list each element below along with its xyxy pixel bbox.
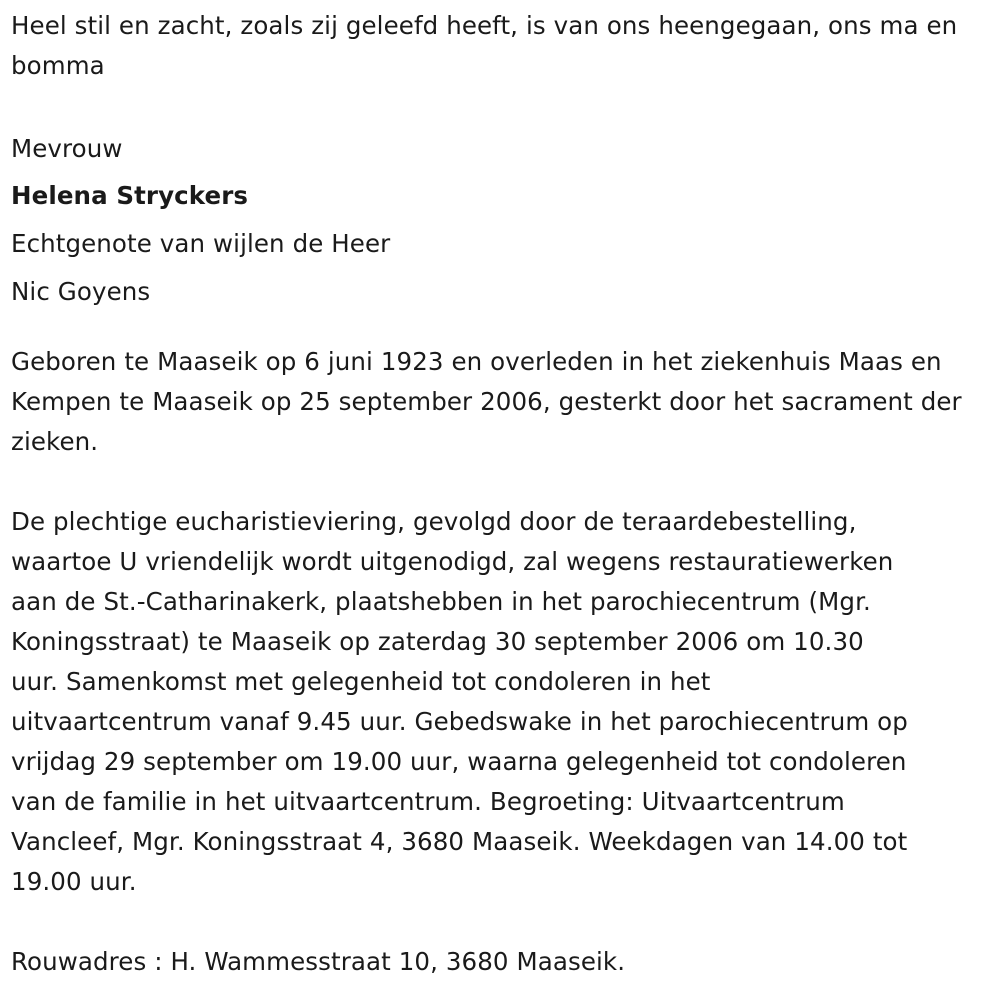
birth-death-paragraph: Geboren te Maaseik op 6 juni 1923 en overleden in het ziekenhuis Maas en Kempen te Maaseik op 25 september 2006, gesterkt door het sacrament der zieken. [11, 347, 962, 456]
honorific: Mevrouw [11, 134, 123, 163]
spacer [11, 462, 996, 502]
deceased-name: Helena Stryckers [11, 181, 249, 210]
ceremony-line: Koningsstraat) te Maaseik op zaterdag 30 september 2006 om 10.30 [11, 627, 864, 656]
ceremony-line: uitvaartcentrum vanaf 9.45 uur. Gebedswake in het parochiecentrum op [11, 707, 908, 736]
mourning-address: Rouwadres : H. Wammesstraat 10, 3680 Maaseik. [11, 947, 626, 976]
name-block [11, 126, 996, 316]
spouse-line: Echtgenote van wijlen de Heer [11, 229, 391, 258]
spouse-name: Nic Goyens [11, 277, 151, 306]
ceremony-line: waartoe U vriendelijk wordt uitgenodigd, zal wegens restauratiewerken [11, 547, 894, 576]
ceremony-line: Vancleef, Mgr. Koningsstraat 4, 3680 Maaseik. Weekdagen van 14.00 tot [11, 827, 908, 856]
ceremony-line: vrijdag 29 september om 19.00 uur, waarna gelegenheid tot condoleren [11, 747, 907, 776]
ceremony-line: aan de St.-Catharinakerk, plaatshebben in het parochiecentrum (Mgr. [11, 587, 871, 616]
ceremony-line: van de familie in het uitvaartcentrum. Begroeting: Uitvaartcentrum [11, 787, 845, 816]
spacer [11, 86, 996, 126]
ceremony-line: 19.00 uur. [11, 867, 137, 896]
ceremony-paragraph [11, 502, 996, 902]
intro-paragraph: Heel stil en zacht, zoals zij geleefd heeft, is van ons heengegaan, ons ma en bomma [11, 11, 958, 80]
spacer [11, 902, 996, 942]
obituary-notice [11, 6, 996, 982]
ceremony-line: De plechtige eucharistieviering, gevolgd door de teraardebestelling, [11, 507, 857, 536]
ceremony-line: uur. Samenkomst met gelegenheid tot condoleren in het [11, 667, 711, 696]
spacer [11, 316, 996, 342]
